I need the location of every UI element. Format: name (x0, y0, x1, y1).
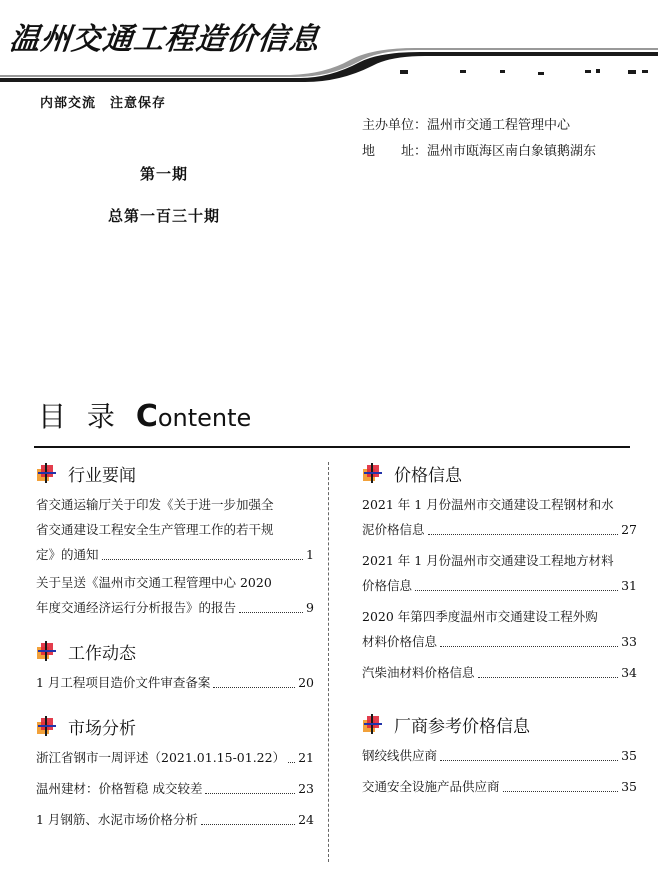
section-title-text: 工作动态 (68, 643, 136, 664)
section-title-text: 厂商参考价格信息 (394, 716, 530, 737)
section-marker-icon (36, 716, 58, 736)
issue-number: 第一期 (140, 165, 189, 183)
entry-leader-line (362, 660, 637, 685)
entry-text: 价格信息 (362, 578, 413, 593)
section-title (36, 713, 314, 739)
entry-leader-line (36, 807, 314, 832)
toc-entry[interactable] (36, 670, 314, 695)
section-title (36, 638, 314, 664)
toc-section (36, 460, 314, 620)
section-title-text: 市场分析 (68, 718, 136, 739)
toc-heading-c: C (135, 399, 158, 434)
masthead-swoosh (0, 48, 658, 84)
entry-line: 省交通建设工程安全生产管理工作的若干规 (36, 522, 274, 537)
address-line (362, 140, 596, 159)
entry-leader-line (36, 542, 314, 567)
entry-text: 泥价格信息 (362, 522, 425, 537)
toc-section (36, 638, 314, 695)
entry-page: 31 (621, 578, 637, 593)
entry-leader-line (36, 745, 314, 770)
entry-page: 35 (621, 748, 637, 763)
section-title-text: 价格信息 (394, 465, 462, 486)
entry-text: 交通安全设施产品供应商 (362, 779, 500, 794)
toc-heading-en: ontente (157, 404, 252, 432)
section-title (362, 711, 637, 737)
address-label: 地 址： (362, 144, 428, 159)
toc-entry[interactable] (362, 743, 637, 768)
section-marker-icon (36, 463, 58, 483)
toc-entry[interactable] (362, 660, 637, 685)
toc-section (36, 713, 314, 832)
entry-leader-line (36, 776, 314, 801)
entry-line: 省交通运输厅关于印发《关于进一步加强全 (36, 497, 274, 512)
entry-leader-line (362, 573, 637, 598)
entry-leader-line (36, 595, 314, 620)
entry-page: 33 (621, 634, 637, 649)
entry-page: 20 (298, 675, 314, 690)
entry-text: 钢绞线供应商 (362, 748, 438, 763)
entry-page: 27 (621, 522, 637, 537)
masthead-title: 温州交通工程造价信息 (7, 22, 322, 57)
entry-line: 2021 年 1 月份温州市交通建设工程地方材料 (362, 553, 614, 568)
entry-line: 2020 年第四季度温州市交通建设工程外购 (362, 609, 598, 624)
section-title (36, 460, 314, 486)
entry-page: 9 (306, 600, 314, 615)
toc-entry[interactable] (36, 807, 314, 832)
entry-page: 21 (298, 750, 314, 765)
entry-page: 35 (621, 779, 637, 794)
entry-page: 23 (298, 781, 314, 796)
entry-text: 材料价格信息 (362, 634, 438, 649)
toc-entry[interactable] (36, 745, 314, 770)
section-title (362, 460, 637, 486)
entry-text: 温州建材：价格暂稳 成交较差 (36, 781, 203, 796)
toc-rule (34, 446, 630, 448)
toc-heading (38, 395, 251, 435)
entry-page: 24 (298, 812, 314, 827)
toc-entry[interactable] (36, 776, 314, 801)
toc-entry[interactable] (36, 492, 314, 567)
entry-leader-line (362, 743, 637, 768)
toc-entry[interactable] (362, 548, 637, 598)
toc-entry[interactable] (36, 570, 314, 620)
section-title-text: 行业要闻 (68, 465, 136, 486)
sponsor-line (362, 114, 570, 133)
column-divider (328, 462, 329, 862)
toc-entry[interactable] (362, 604, 637, 654)
section-marker-icon (362, 463, 384, 483)
entry-text: 1 月工程项目造价文件审查备案 (36, 675, 211, 690)
toc-section (362, 711, 637, 799)
entry-text: 1 月钢筋、水泥市场价格分析 (36, 812, 198, 827)
sponsor-value: 温州市交通工程管理中心 (427, 118, 571, 133)
entry-page: 1 (306, 547, 314, 562)
entry-leader-line (362, 629, 637, 654)
toc-right-column (362, 460, 637, 799)
toc-left-column (36, 460, 314, 832)
section-marker-icon (362, 714, 384, 734)
entry-text: 定》的通知 (36, 547, 99, 562)
section-marker-icon (36, 641, 58, 661)
toc-entry[interactable] (362, 492, 637, 542)
entry-leader-line (362, 517, 637, 542)
entry-text: 汽柴油材料价格信息 (362, 665, 475, 680)
issue-total: 总第一百三十期 (108, 207, 221, 225)
entry-text: 浙江省钢市一周评述（2021.01.15-01.22） (36, 750, 286, 765)
entry-line: 2021 年 1 月份温州市交通建设工程钢材和水 (362, 497, 614, 512)
entry-page: 34 (621, 665, 637, 680)
sponsor-label: 主办单位： (362, 118, 428, 133)
internal-notice: 内部交流 注意保存 (40, 96, 167, 111)
entry-leader-line (362, 774, 637, 799)
toc-section (362, 460, 637, 685)
toc-heading-cn: 目 录 (38, 400, 121, 433)
address-value: 温州市瓯海区南白象镇鹅湖东 (427, 144, 597, 159)
entry-leader-line (36, 670, 314, 695)
toc-entry[interactable] (362, 774, 637, 799)
entry-line: 关于呈送《温州市交通工程管理中心 2020 (36, 575, 272, 590)
entry-text: 年度交通经济运行分析报告》的报告 (36, 600, 237, 615)
